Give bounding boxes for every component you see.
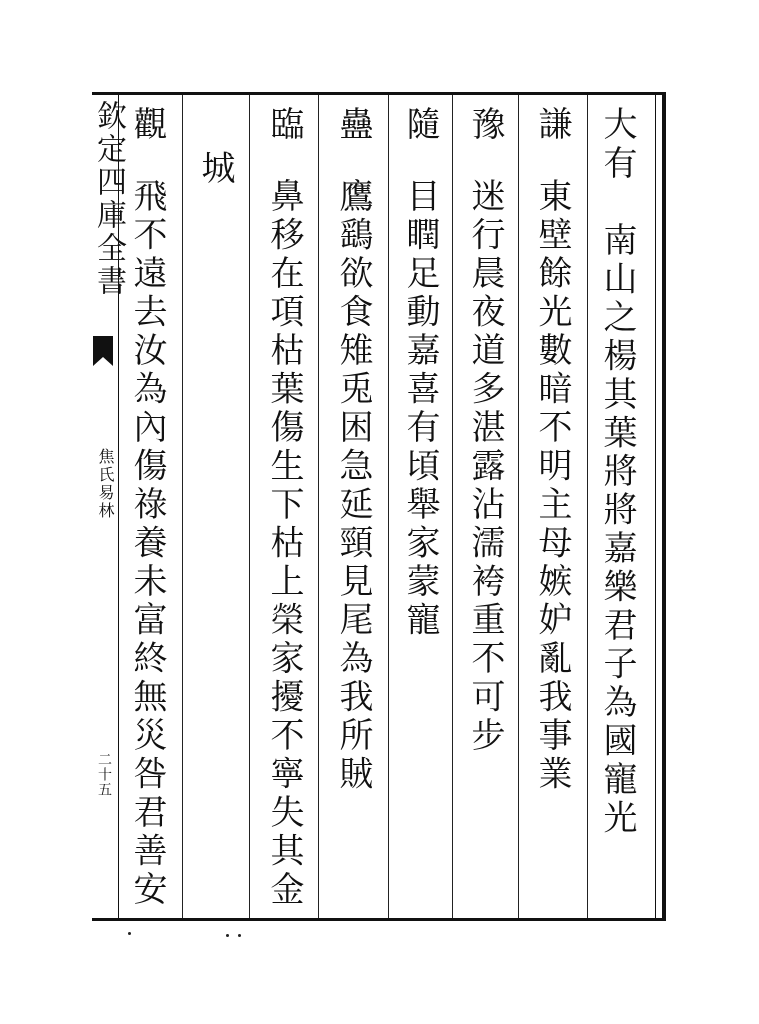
column-rule xyxy=(249,95,250,918)
column-rule xyxy=(452,95,453,918)
verse-text: 目瞤足動嘉喜有頃舉家蒙寵 xyxy=(400,178,440,640)
frame-right-border xyxy=(662,92,666,921)
page-number: 二十五 xyxy=(96,752,112,797)
continuation-char: 城 xyxy=(195,150,235,189)
book-title: 焦氏易林 xyxy=(96,448,115,520)
hexagram-heading: 觀 xyxy=(127,106,167,145)
verse-text: 南山之楊其葉將將嘉樂君子為國寵光 xyxy=(597,222,637,838)
verse-text: 鷹鷂欲食雉兎困急延頸見尾為我所賊 xyxy=(333,178,373,794)
column-rule xyxy=(182,95,183,918)
column-rule xyxy=(518,95,519,918)
column-rule xyxy=(388,95,389,918)
hexagram-heading: 隨 xyxy=(400,106,440,145)
fish-tail-mark xyxy=(93,336,113,366)
verse-text: 飛不遠去汝為內傷祿養未富終無災咎君善安 xyxy=(127,178,167,910)
scan-speck xyxy=(226,934,229,937)
hexagram-heading: 大有 xyxy=(597,106,637,184)
hexagram-heading: 臨 xyxy=(264,106,304,145)
verse-text: 迷行晨夜道多湛露沾濡袴重不可步 xyxy=(465,178,505,756)
hexagram-heading: 豫 xyxy=(465,106,505,145)
verse-text: 鼻移在項枯葉傷生下枯上榮家擾不寧失其金 xyxy=(264,178,304,910)
scan-speck xyxy=(238,934,241,937)
hexagram-heading: 蠱 xyxy=(333,106,373,145)
hexagram-heading: 謙 xyxy=(532,106,572,145)
frame-bottom-border xyxy=(92,918,666,921)
column-rule xyxy=(318,95,319,918)
frame-top-border xyxy=(92,92,666,95)
collection-title: 欽定四庫全書 xyxy=(91,100,126,298)
verse-text: 東壁餘光數暗不明主母嫉妒亂我事業 xyxy=(532,178,572,794)
column-rule xyxy=(587,95,588,918)
frame-right-inner-rule xyxy=(655,95,656,918)
scan-speck xyxy=(128,932,131,935)
